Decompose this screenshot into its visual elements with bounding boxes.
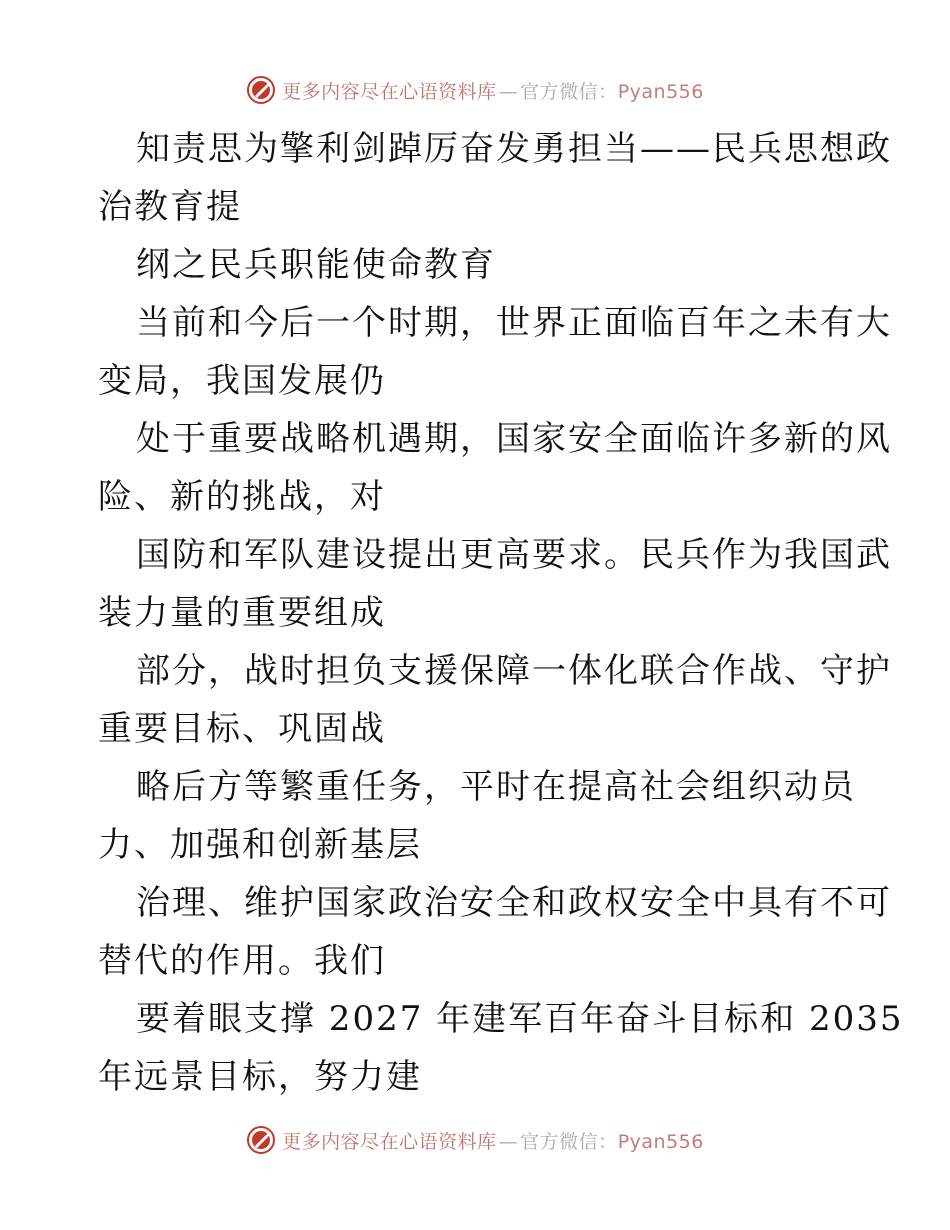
paragraph-line: 险、新的挑战，对 — [98, 477, 386, 517]
paragraph-line: 处于重要战略机遇期，国家安全面临许多新的风 — [136, 419, 892, 459]
paragraph-line: 知责思为擎利剑踔厉奋发勇担当——民兵思想政 — [136, 129, 892, 169]
paragraph-line: 纲之民兵职能使命教育 — [136, 245, 496, 285]
paragraph — [98, 410, 892, 526]
paragraph-line: 重要目标、巩固战 — [98, 709, 386, 749]
watermark-wechat-label: 官方微信： — [520, 80, 618, 103]
paragraph — [98, 874, 892, 990]
watermark-text — [282, 1127, 704, 1154]
document-body — [98, 120, 904, 1106]
paragraph — [98, 758, 858, 874]
paragraph — [98, 294, 892, 410]
watermark-wechat-id: Pyan556 — [617, 1130, 704, 1153]
paragraph-line: 治教育提 — [98, 187, 242, 227]
paragraph-line: 变局，我国发展仍 — [98, 361, 386, 401]
watermark-text — [282, 77, 704, 104]
pen-logo-icon — [246, 1125, 276, 1155]
watermark-wechat-id: Pyan556 — [617, 80, 704, 103]
paragraph — [98, 526, 892, 642]
paragraph-line: 要着眼支撑 2027 年建军百年奋斗目标和 2035 — [136, 999, 904, 1039]
pen-logo-icon — [246, 75, 276, 105]
paragraph-line: 国防和军队建设提出更高要求。民兵作为我国武 — [136, 535, 892, 575]
paragraph-line: 替代的作用。我们 — [98, 941, 386, 981]
paragraph-line: 略后方等繁重任务，平时在提高社会组织动员 — [136, 767, 856, 807]
watermark-header — [0, 70, 950, 110]
paragraph-line: 年远景目标，努力建 — [98, 1057, 422, 1097]
watermark-main: 更多内容尽在心语资料库 — [282, 80, 497, 103]
paragraph-line: 力、加强和创新基层 — [98, 825, 422, 865]
watermark-separator: — — [498, 1130, 519, 1153]
paragraph-line: 当前和今后一个时期，世界正面临百年之未有大 — [136, 303, 892, 343]
paragraph — [98, 990, 904, 1106]
paragraph — [98, 236, 858, 294]
watermark-wechat-label: 官方微信： — [520, 1130, 618, 1153]
paragraph — [98, 642, 892, 758]
paragraph-line: 部分，战时担负支援保障一体化联合作战、守护 — [136, 651, 892, 691]
watermark-footer — [0, 1120, 950, 1160]
paragraph — [98, 120, 892, 236]
paragraph-line: 治理、维护国家政治安全和政权安全中具有不可 — [136, 883, 892, 923]
paragraph-line: 装力量的重要组成 — [98, 593, 386, 633]
watermark-main: 更多内容尽在心语资料库 — [282, 1130, 497, 1153]
watermark-separator: — — [498, 80, 519, 103]
